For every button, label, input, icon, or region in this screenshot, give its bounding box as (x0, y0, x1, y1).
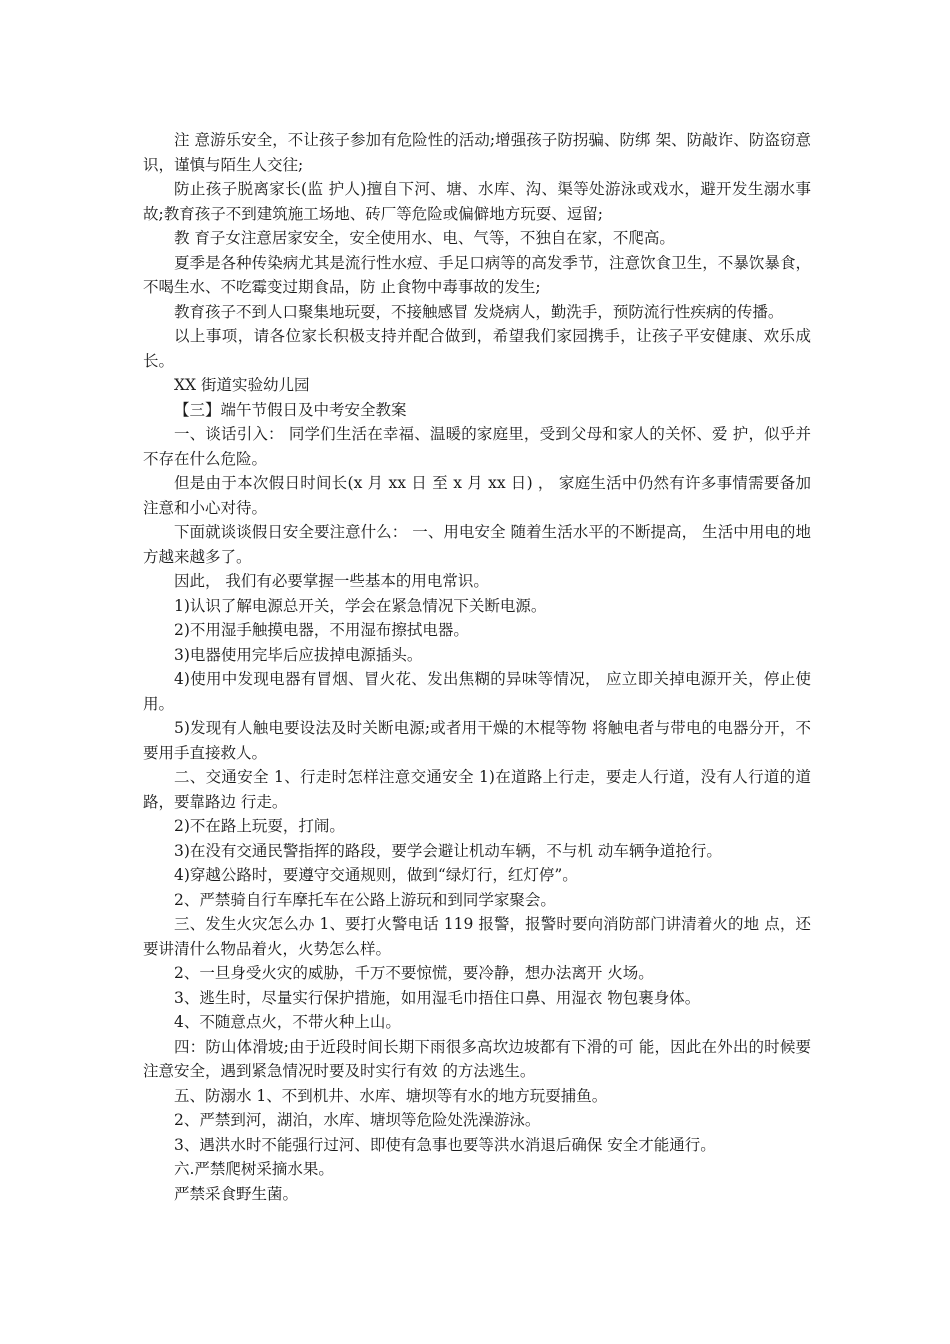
paragraph: 以上事项，请各位家长积极支持并配合做到，希望我们家园携手，让孩子平安健康、欢乐成长。 (143, 327, 811, 370)
list-item: 4、不随意点火，不带火种上山。 (174, 1013, 401, 1031)
list-item: 3、遇洪水时不能强行过河、即使有急事也要等洪水消退后确保 安全才能通行。 (174, 1135, 716, 1154)
list-item: 3)在没有交通民警指挥的路段，要学会避让机动车辆，不与机 动车辆争道抢行。 (174, 841, 722, 860)
list-item: 4)使用中发现电器有冒烟、冒火花、发出焦糊的异味等情况， 应立即关掉电源开关，停止使用。 (143, 670, 811, 713)
section-heading: 【三】端午节假日及中考安全教案 (174, 400, 407, 419)
paragraph: 六.严禁爬树采摘水果。 (174, 1160, 334, 1178)
list-item: 4)穿越公路时，要遵守交通规则，做到“绿灯行，红灯停”。 (174, 866, 578, 884)
paragraph: 一、谈话引入： 同学们生活在幸福、温暖的家庭里，受到父母和家人的关怀、爱 护，似乎并不存在什么危险。 (143, 425, 811, 468)
list-item: 2、严禁到河，湖泊，水库、塘坝等危险处洗澡游泳。 (174, 1111, 541, 1129)
list-item: 3)电器使用完毕后应拔掉电源插头。 (174, 645, 423, 664)
paragraph: 夏季是各种传染病尤其是流行性水痘、手足口病等的高发季节，注意饮食卫生，不暴饮暴食，不喝生水、不吃霉变过期食品，防 止食物中毒事故的发生; (143, 253, 811, 296)
signature-line: XX 街道实验幼儿园 (174, 376, 310, 394)
paragraph: 注 意游乐安全，不让孩子参加有危险性的活动;增强孩子防拐骗、防绑 架、防敲诈、防盗窃意识，谨慎与陌生人交往; (143, 131, 811, 174)
paragraph: 严禁采食野生菌。 (174, 1184, 299, 1203)
document-body (143, 128, 811, 1206)
paragraph: 因此， 我们有必要掌握一些基本的用电常识。 (174, 572, 489, 590)
paragraph: 下面就谈谈假日安全要注意什么： 一、用电安全 随着生活水平的不断提高， 生活中用电的地方越来越多了。 (143, 523, 811, 566)
list-item: 5)发现有人触电要设法及时关断电源;或者用干燥的木棍等物 将触电者与带电的电器分开，不要用手直接救人。 (143, 719, 811, 762)
paragraph: 二、交通安全 1、行走时怎样注意交通安全 1)在道路上行走，要走人行道，没有人行道的道路，要靠路边 行走。 (143, 768, 811, 811)
list-item: 2、严禁骑自行车摩托车在公路上游玩和到同学家聚会。 (174, 890, 556, 909)
paragraph: 防止孩子脱离家长(监 护人)擅自下河、塘、水库、沟、渠等处游泳或戏水，避开发生溺水事故;教育孩子不到建筑施工场地、砖厂等危险或偏僻地方玩耍、逗留; (143, 180, 811, 223)
list-item: 1)认识了解电源总开关，学会在紧急情况下关断电源。 (174, 596, 547, 615)
list-item: 2)不在路上玩耍，打闹。 (174, 817, 345, 835)
paragraph: 三、发生火灾怎么办 1、要打火警电话 119 报警，报警时要向消防部门讲清着火的地 点，还要讲清什么物品着火，火势怎么样。 (143, 915, 811, 958)
list-item: 2、一旦身受火灾的威胁，千万不要惊慌，要冷静，想办法离开 火场。 (174, 964, 654, 982)
paragraph: 但是由于本次假日时间长(x 月 xx 日 至 x 月 xx 日) ， 家庭生活中仍然有许多事情需要备加注意和小心对待。 (143, 474, 811, 517)
list-item: 3、逃生时，尽量实行保护措施，如用湿毛巾捂住口鼻、用湿衣 物包裹身体。 (174, 988, 701, 1007)
paragraph: 五、防溺水 1、不到机井、水库、塘坝等有水的地方玩耍捕鱼。 (174, 1086, 608, 1105)
paragraph: 教育孩子不到人口聚集地玩耍，不接触感冒 发烧病人，勤洗手，预防流行性疾病的传播。 (174, 302, 784, 321)
paragraph: 四：防山体滑坡;由于近段时间长期下雨很多高坎边坡都有下滑的可 能，因此在外出的时候要注意安全，遇到紧急情况时要及时实行有效 的方法逃生。 (143, 1037, 811, 1080)
list-item: 2)不用湿手触摸电器，不用湿布擦拭电器。 (174, 621, 469, 639)
paragraph: 教 育子女注意居家安全，安全使用水、电、气等，不独自在家，不爬高。 (174, 229, 675, 247)
